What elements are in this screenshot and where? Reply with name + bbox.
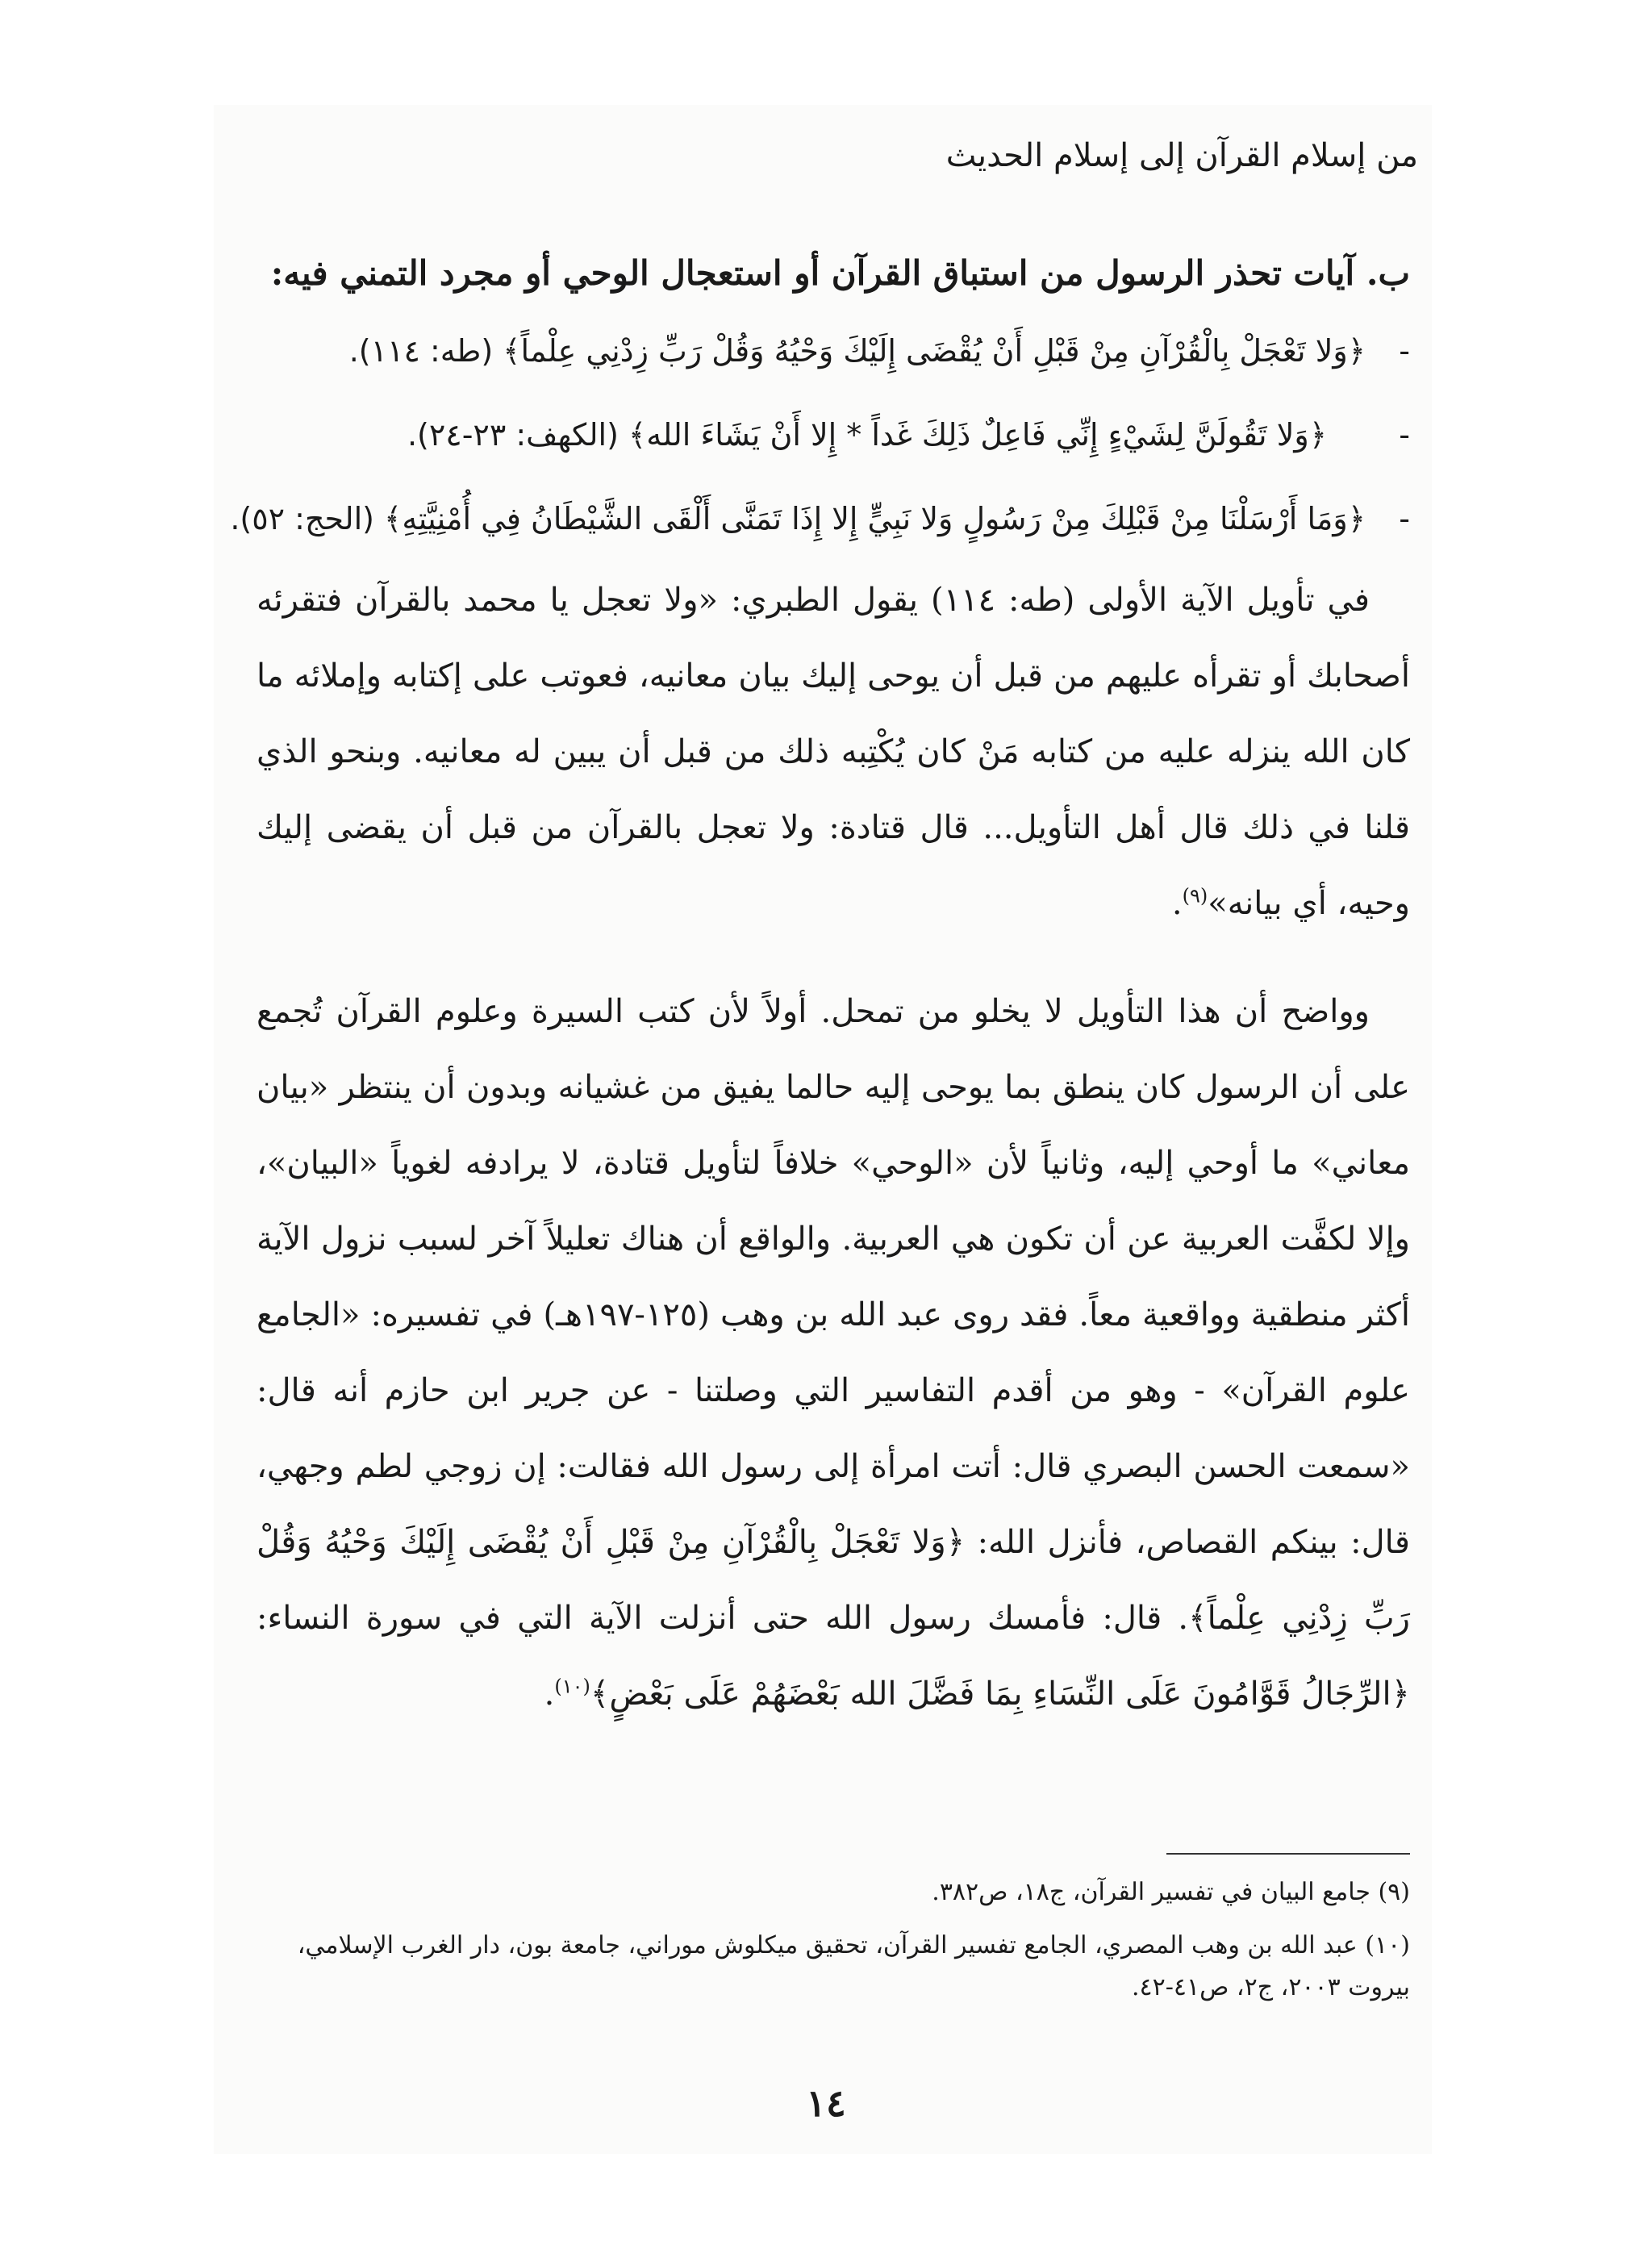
paragraph-text: في تأويل الآية الأولى (طه: ١١٤) يقول الطبري: «ولا تعجل يا محمد بالقرآن فتقرئه أصحابك أو تقرأه عليهم من قبل أن يوحى إليك بيان معانيه، فعوتب على إكتابه وإملائه ما كان الله ينزله عليه من كتابه مَنْ كان يُكْتِبه ذلك من قبل أن يبين له معانيه. وبنحو الذي قلنا في ذلك قال أهل التأويل... قال قتادة: ولا تعجل بالقرآن من قبل أن يقضى إليك وحيه، أي بيانه» (257, 582, 1410, 922)
verse-item (230, 477, 1410, 561)
footnote-reference: (١٠) (554, 1675, 590, 1698)
verse-text: ﴿وَمَا أَرْسَلْنَا مِنْ قَبْلِكَ مِنْ رَسُولٍ وَلا نَبِيٍّ إِلا إِذَا تَمَنَّى أَلْقَى الشَّيْطَانُ فِي أُمْنِيَّتِهِ﴾ (الحج: ٥٢). (230, 501, 1366, 536)
footnotes (257, 1872, 1410, 2020)
paragraph-text: وواضح أن هذا التأويل لا يخلو من تمحل. أولاً لأن كتب السيرة وعلوم القرآن تُجمع على أن الرسول كان ينطق بما يوحى إليه حالما يفيق من غشيانه وبدون أن ينتظر «بيان معاني» ما أوحي إليه، وثانياً لأن «الوحي» خلافاً لتأويل قتادة، لا يرادفه لغوياً «البيان»، وإلا لكفَّت العربية عن أن تكون هي العربية. والواقع أن هناك تعليلاً آخر لسبب نزول الآية أكثر منطقية وواقعية معاً. فقد روى عبد الله بن وهب (١٢٥-١٩٧هـ) في تفسيره: «الجامع علوم القرآن» - وهو من أقدم التفاسير التي وصلتنا - عن جرير ابن حازم أنه قال: «سمعت الحسن البصري قال: أتت امرأة إلى رسول الله فقالت: إن زوجي لطم وجهي، قال: بينكم القصاص، فأنزل الله: ﴿وَلا تَعْجَلْ بِالْقُرْآنِ مِنْ قَبْلِ أَنْ يُقْضَى إِلَيْكَ وَحْيُهُ وَقُلْ رَبِّ زِدْنِي عِلْماً﴾. قال: فأمسك رسول الله حتى أنزلت الآية التي في سورة النساء: ﴿الرِّجَالُ قَوَّامُونَ عَلَى النِّسَاءِ بِمَا فَضَّلَ الله بَعْضَهُمْ عَلَى بَعْضٍ﴾ (257, 993, 1410, 1713)
list-dash: - (1399, 417, 1410, 453)
list-dash: - (1399, 501, 1410, 536)
list-dash: - (1399, 333, 1410, 369)
main-content (230, 238, 1410, 1732)
footnote: (١٠) عبد الله بن وهب المصري، الجامع تفسير القرآن، تحقيق ميكلوش موراني، جامعة بون، دار الغرب الإسلامي، بيروت ٢٠٠٣، ج٢، ص٤١-٤٢. (297, 1931, 1410, 2001)
footnote-divider (1166, 1853, 1410, 1855)
verse-text: ﴿وَلا تَقُولَنَّ لِشَيْءٍ إِنِّي فَاعِلٌ ذَلِكَ غَداً * إِلا أَنْ يَشَاءَ الله﴾ (الكهف: ٢٣-٢٤). (407, 417, 1327, 453)
verse-list (230, 309, 1410, 561)
running-head: من إسلام القرآن إلى إسلام الحديث (945, 137, 1418, 174)
body-paragraph: وواضح أن هذا التأويل لا يخلو من تمحل. أولاً لأن كتب السيرة وعلوم القرآن تُجمع على أن الرسول كان ينطق بما يوحى إليه حالما يفيق من غشيانه وبدون أن ينتظر «بيان معاني» ما أوحي إليه، وثانياً لأن «الوحي» خلافاً لتأويل قتادة، لا يرادفه لغوياً «البيان»، وإلا لكفَّت العربية عن أن تكون هي العربية. والواقع أن هناك تعليلاً آخر لسبب نزول الآية أكثر منطقية وواقعية معاً. فقد روى عبد الله بن وهب (١٢٥-١٩٧هـ) في تفسيره: «الجامع علوم القرآن» - وهو من أقدم التفاسير التي وصلتنا - عن جرير ابن حازم أنه قال: «سمعت الحسن البصري قال: أتت امرأة إلى رسول الله فقالت: إن زوجي لطم وجهي، قال: بينكم القصاص، فأنزل الله: ﴿وَلا تَعْجَلْ بِالْقُرْآنِ مِنْ قَبْلِ أَنْ يُقْضَى إِلَيْكَ وَحْيُهُ وَقُلْ رَبِّ زِدْنِي عِلْماً﴾. قال: فأمسك رسول الله حتى أنزلت الآية التي في سورة النساء: ﴿الرِّجَالُ قَوَّامُونَ عَلَى النِّسَاءِ بِمَا فَضَّلَ الله بَعْضَهُمْ عَلَى بَعْضٍ﴾$^{(١٠)}$. (257, 993, 1410, 1713)
footnote: (٩) جامع البيان في تفسير القرآن، ج١٨، ص٣٨٢. (932, 1878, 1410, 1906)
page-number: ١٤ (806, 2081, 846, 2125)
footnote-reference: (٩) (1182, 884, 1208, 908)
verse-item (257, 309, 1410, 393)
verse-text: ﴿وَلا تَعْجَلْ بِالْقُرْآنِ مِنْ قَبْلِ أَنْ يُقْضَى إِلَيْكَ وَحْيُهُ وَقُلْ رَبِّ زِدْنِي عِلْماً﴾ (طه: ١١٤). (348, 333, 1366, 369)
section-title: ب. آيات تحذر الرسول من استباق القرآن أو استعجال الوحي أو مجرد التمني فيه: (270, 253, 1410, 293)
verse-item (257, 393, 1410, 477)
body-paragraph: في تأويل الآية الأولى (طه: ١١٤) يقول الطبري: «ولا تعجل يا محمد بالقرآن فتقرئه أصحابك أو تقرأه عليهم من قبل أن يوحى إليك بيان معانيه، فعوتب على إكتابه وإملائه ما كان الله ينزله عليه من كتابه مَنْ كان يُكْتِبه ذلك من قبل أن يبين له معانيه. وبنحو الذي قلنا في ذلك قال أهل التأويل... قال قتادة: ولا تعجل بالقرآن من قبل أن يقضى إليك وحيه، أي بيانه»$^{(٩)}$. (257, 582, 1410, 922)
